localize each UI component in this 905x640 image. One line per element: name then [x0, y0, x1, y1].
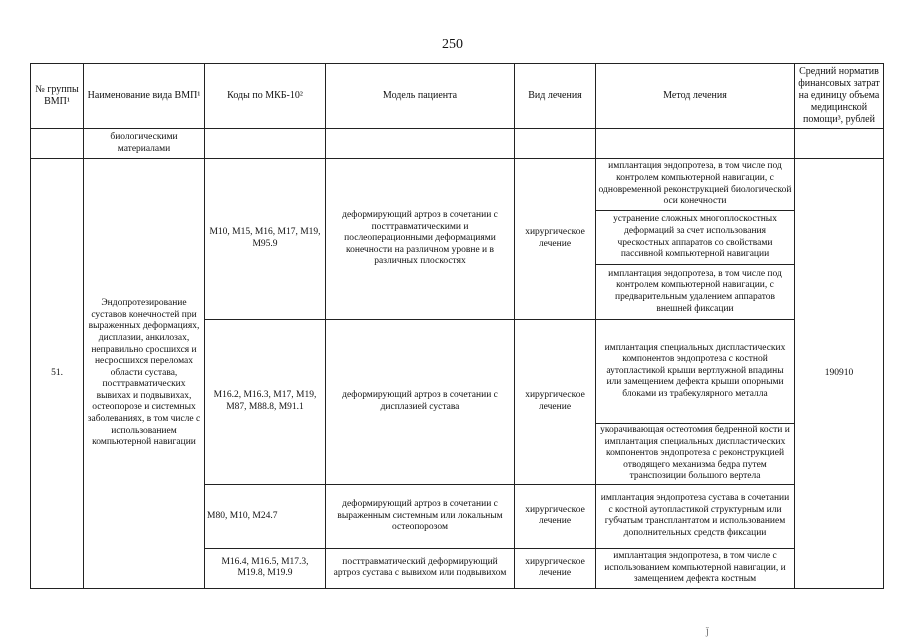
header-patient-model: Модель пациента — [326, 64, 515, 129]
block1-method-1: имплантация эндопротеза, в том числе под контролем компьютерной навигации, с одновременной реконструкцией биологической оси конечности — [596, 159, 795, 211]
group-vmp-name: Эндопротезирование суставов конечностей при выраженных деформациях, дисплазии, анкилозах, неправильно сросшихся и несросшихся переломах области сустава, посттравматических вывихах и подвывихах, остеопорозе и системных заболеваниях, в том числе с использованием компьютерной навигации — [84, 159, 205, 589]
block1-codes: M10, M15, M16, M17, M19, M95.9 — [205, 159, 326, 320]
cont-cost — [795, 129, 884, 159]
page-number: 250 — [442, 37, 463, 52]
block3-treatment: хирургическое лечение — [515, 484, 596, 548]
block1-method-2: устранение сложных многоплоскостных деформаций за счет использования чрескостных аппаратов со свойствами пассивной компьютерной навигации — [596, 211, 795, 265]
block4-codes: M16.4, M16.5, M17.3, M19.8, M19.9 — [205, 548, 326, 588]
block2-model: деформирующий артроз в сочетании с дисплазией сустава — [326, 320, 515, 485]
block2-codes: M16.2, M16.3, M17, M19, M87, M88.8, M91.1 — [205, 320, 326, 485]
block4-model: посттравматический деформирующий артроз сустава с вывихом или подвывихом — [326, 548, 515, 588]
block1-method-3: имплантация эндопротеза, в том числе под контролем компьютерной навигации, с предварительным удалением аппаратов внешней фиксации — [596, 265, 795, 320]
table-row — [31, 159, 884, 211]
scan-mark: ǰ — [706, 626, 709, 637]
block1-treatment: хирургическое лечение — [515, 159, 596, 320]
block3-model: деформирующий артроз в сочетании с выраженным системным или локальным остеопорозом — [326, 484, 515, 548]
header-vmp-name: Наименование вида ВМП¹ — [84, 64, 205, 129]
cont-vmp-name: биологическими материалами — [84, 129, 205, 159]
cont-treatment — [515, 129, 596, 159]
vmp-table — [30, 63, 884, 589]
block3-method-1: имплантация эндопротеза сустава в сочетании с костной аутопластикой структурным или губчатым трансплантатом и использованием дополнительных средств фиксации — [596, 484, 795, 548]
header-icd-codes: Коды по МКБ-10² — [205, 64, 326, 129]
header-cost: Средний норматив финансовых затрат на единицу объема медицинской помощи³, рублей — [795, 64, 884, 129]
block2-method-2: укорачивающая остеотомия бедренной кости и имплантация специальных диспластических компонентов эндопротеза с реконструкцией отводящего механизма бедра путем транспозиции большого вертела — [596, 424, 795, 485]
block1-model: деформирующий артроз в сочетании с посттравматическими и послеоперационными деформациями конечности на различном уровне и в различных плоскостях — [326, 159, 515, 320]
header-treatment-type: Вид лечения — [515, 64, 596, 129]
cont-codes — [205, 129, 326, 159]
group-number: 51. — [31, 159, 84, 589]
block3-codes: M80, M10, M24.7 — [205, 484, 326, 548]
group-cost: 190910 — [795, 159, 884, 589]
cont-method — [596, 129, 795, 159]
cont-group — [31, 129, 84, 159]
block2-method-1: имплантация специальных диспластических компонентов эндопротеза с костной аутопластикой крыши вертлужной впадины или замещением дефекта крыши опорными блоками из трабекулярного металла — [596, 320, 795, 424]
continuation-row — [31, 129, 884, 159]
block4-method-1: имплантация эндопротеза, в том числе с использованием компьютерной навигации, и замещением дефекта костным — [596, 548, 795, 588]
header-row — [31, 64, 884, 129]
block4-treatment: хирургическое лечение — [515, 548, 596, 588]
cont-model — [326, 129, 515, 159]
header-group: № группы ВМП¹ — [31, 64, 84, 129]
header-method: Метод лечения — [596, 64, 795, 129]
block2-treatment: хирургическое лечение — [515, 320, 596, 485]
